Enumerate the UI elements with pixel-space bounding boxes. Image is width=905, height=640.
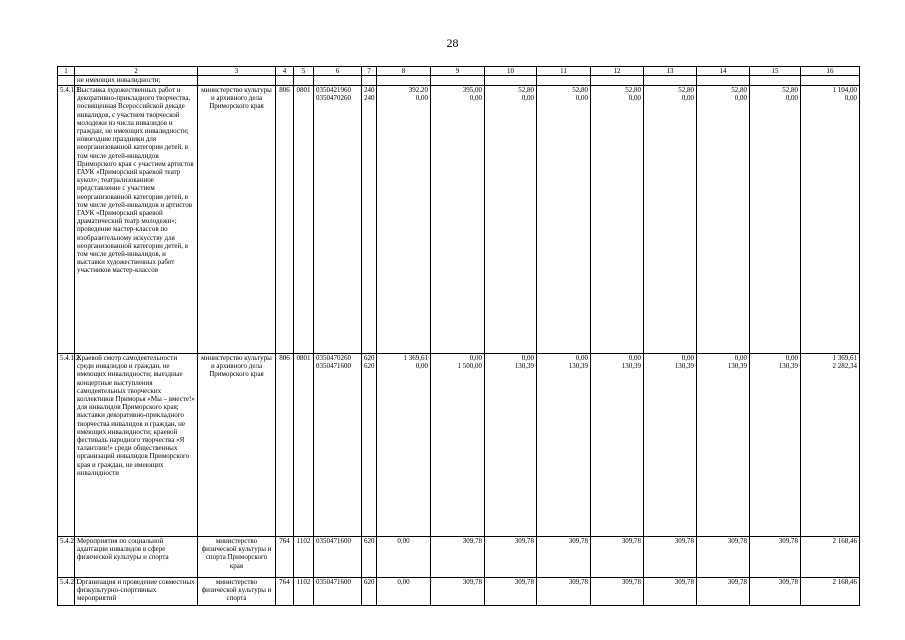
cell-value: 309,78	[591, 578, 644, 606]
table-row	[58, 86, 860, 354]
cell-value: 309,78	[431, 578, 485, 606]
cell-value: 52,80	[518, 86, 534, 94]
row-executor: министерство физической культуры и спорта	[198, 578, 276, 606]
page-number: 28	[446, 36, 459, 50]
cell-value: 130,39	[674, 362, 694, 371]
cell-value: 0,00	[521, 354, 534, 362]
budget-table	[57, 66, 860, 606]
cell-value: 52,80	[572, 86, 588, 94]
row-csr: 0350471600	[314, 537, 362, 578]
row-executor: министерство физической культуры и спорта Приморского края	[198, 537, 276, 578]
row-csr: 0350471600	[316, 362, 351, 371]
row-vr: 620	[364, 362, 375, 371]
cell-value: 0,00	[734, 94, 747, 103]
cell-value: 0,00	[575, 94, 588, 103]
column-header: 9	[431, 67, 485, 76]
cell-value: 309,78	[591, 537, 644, 578]
cell-value: 130,39	[514, 362, 534, 371]
cell-value: 0,00	[521, 94, 534, 103]
column-header: 14	[697, 67, 750, 76]
cell-value: 0,00	[628, 354, 641, 362]
cell-value: 309,78	[644, 578, 697, 606]
row-description: Выставка художественных работ и декоративно-прикладного творчества, посвященная Всероссийской декаде инвалидов, с участием творческой молодежи из числа инвалидов и граждан, не имеющих инвалидности; новогодние праздники для неорганизованной категории детей, в том числе детей-инвалидов Приморского края с участием артистов ГАУК «Приморский краевой театр кукол»; театрализованное представление с участием неорганизованной категории детей, в том числе детей-инвалидов и артистов ГАУК «Приморский краевой драматический театр молодежи»; проведение мастер-классов по изобразительному искусству для неорганизованной категории детей, в том числе детей-инвалидов, и выставки художественных работ участников мастер-классов	[75, 86, 198, 354]
cell-value: 130,39	[727, 362, 747, 371]
row-code: 5.4.2.	[58, 537, 75, 578]
table-row	[58, 354, 860, 537]
cell-value: 2 282,34	[832, 362, 857, 371]
row-csr: 0350421960	[316, 86, 351, 94]
cell-value: 0,00	[415, 362, 428, 371]
column-header: 11	[537, 67, 591, 76]
cell-value: 2 168,46	[801, 537, 860, 578]
cell-value: 0,00	[785, 94, 798, 103]
column-header: 13	[644, 67, 697, 76]
cell-value: 395,00	[462, 86, 482, 94]
column-header: 16	[801, 67, 860, 76]
cell-value: 0,00	[628, 94, 641, 103]
row-code: 5.4.1.1.	[58, 86, 75, 354]
column-header: 1	[58, 67, 75, 76]
cell-value: 0,00	[575, 354, 588, 362]
row-grbs: 764	[276, 578, 294, 606]
cell-value: 0,00	[415, 94, 428, 103]
cell-value: 309,78	[750, 578, 801, 606]
cell-value: 309,78	[485, 578, 537, 606]
column-header: 10	[485, 67, 537, 76]
row-code: 5.4.1.2.	[58, 354, 75, 537]
cell-value: 2 168,46	[801, 578, 860, 606]
column-header: 8	[377, 67, 431, 76]
cell-value: 0,00	[377, 537, 431, 578]
column-header: 2	[75, 67, 198, 76]
cell-value: 309,78	[537, 578, 591, 606]
cell-value: 1 369,61	[403, 354, 428, 362]
row-executor: министерство культуры и архивного дела Приморского края	[198, 86, 276, 354]
cell-value: 130,39	[778, 362, 798, 371]
row-csr: 0350471600	[314, 578, 362, 606]
row-vr: 620	[362, 578, 377, 606]
cell-value: 1 500,00	[457, 362, 482, 371]
cell-value: 0,00	[377, 578, 431, 606]
row-grbs: 806	[276, 354, 294, 537]
cell-value: 309,78	[697, 578, 750, 606]
row-rzpr: 1102	[294, 578, 314, 606]
continuation-row	[58, 76, 860, 86]
table-row	[58, 537, 860, 578]
column-header: 5	[294, 67, 314, 76]
continuation-text: не имеющих инвалидности;	[75, 76, 198, 86]
row-description: Краевой смотр самодеятельности среди инвалидов и граждан, не имеющих инвалидности; выездные концертные выступления самодеятельных творческих коллективов Приморья «Мы – вместе!» для инвалидов Приморского края; выставки декоративно-прикладного творчества инвалидов и граждан, не имеющих инвалидности; краевой фестиваль народного творчества «Я талантлив!» среди общественных организаций инвалидов Приморского края и граждан, не имеющих инвалидности	[75, 354, 198, 537]
cell-value: 1 104,00	[832, 86, 857, 94]
row-rzpr: 1102	[294, 537, 314, 578]
row-rzpr: 0801	[294, 354, 314, 537]
row-code: 5.4.2.1.	[58, 578, 75, 606]
row-description: Организация и проведение совместных физкультурно-спортивных мероприятий	[75, 578, 198, 606]
cell-value: 392,20	[408, 86, 428, 94]
column-header: 4	[276, 67, 294, 76]
row-grbs: 806	[276, 86, 294, 354]
table-row	[58, 578, 860, 606]
row-grbs: 764	[276, 537, 294, 578]
row-vr: 620	[362, 537, 377, 578]
row-csr: 0350470260	[316, 94, 351, 103]
cell-value: 0,00	[785, 354, 798, 362]
cell-value: 309,78	[485, 537, 537, 578]
row-vr: 240	[364, 94, 375, 103]
column-header: 15	[750, 67, 801, 76]
cell-value: 52,80	[625, 86, 641, 94]
header-row	[58, 67, 860, 76]
cell-value: 0,00	[681, 354, 694, 362]
column-header: 12	[591, 67, 644, 76]
cell-value: 309,78	[537, 537, 591, 578]
cell-value: 0,00	[681, 94, 694, 103]
cell-value: 0,00	[844, 94, 857, 103]
row-vr: 620	[364, 354, 375, 362]
row-executor: министерство культуры и архивного дела Приморского края	[198, 354, 276, 537]
column-header: 6	[314, 67, 362, 76]
cell-value: 130,39	[621, 362, 641, 371]
cell-value: 309,78	[644, 537, 697, 578]
cell-value: 0,00	[734, 354, 747, 362]
row-rzpr: 0801	[294, 86, 314, 354]
cell-value: 309,78	[697, 537, 750, 578]
cell-value: 130,39	[568, 362, 588, 371]
row-description: Мероприятия по социальной адаптации инвалидов в сфере физической культуры и спорта	[75, 537, 198, 578]
cell-value: 0,00	[469, 94, 482, 103]
row-vr: 240	[364, 86, 375, 94]
cell-value: 309,78	[431, 537, 485, 578]
cell-value: 0,00	[469, 354, 482, 362]
column-header: 3	[198, 67, 276, 76]
column-header: 7	[362, 67, 377, 76]
cell-value: 309,78	[750, 537, 801, 578]
row-csr: 0350470260	[316, 354, 351, 362]
cell-value: 52,80	[782, 86, 798, 94]
cell-value: 1 369,61	[832, 354, 857, 362]
cell-value: 52,80	[678, 86, 694, 94]
cell-value: 52,80	[731, 86, 747, 94]
